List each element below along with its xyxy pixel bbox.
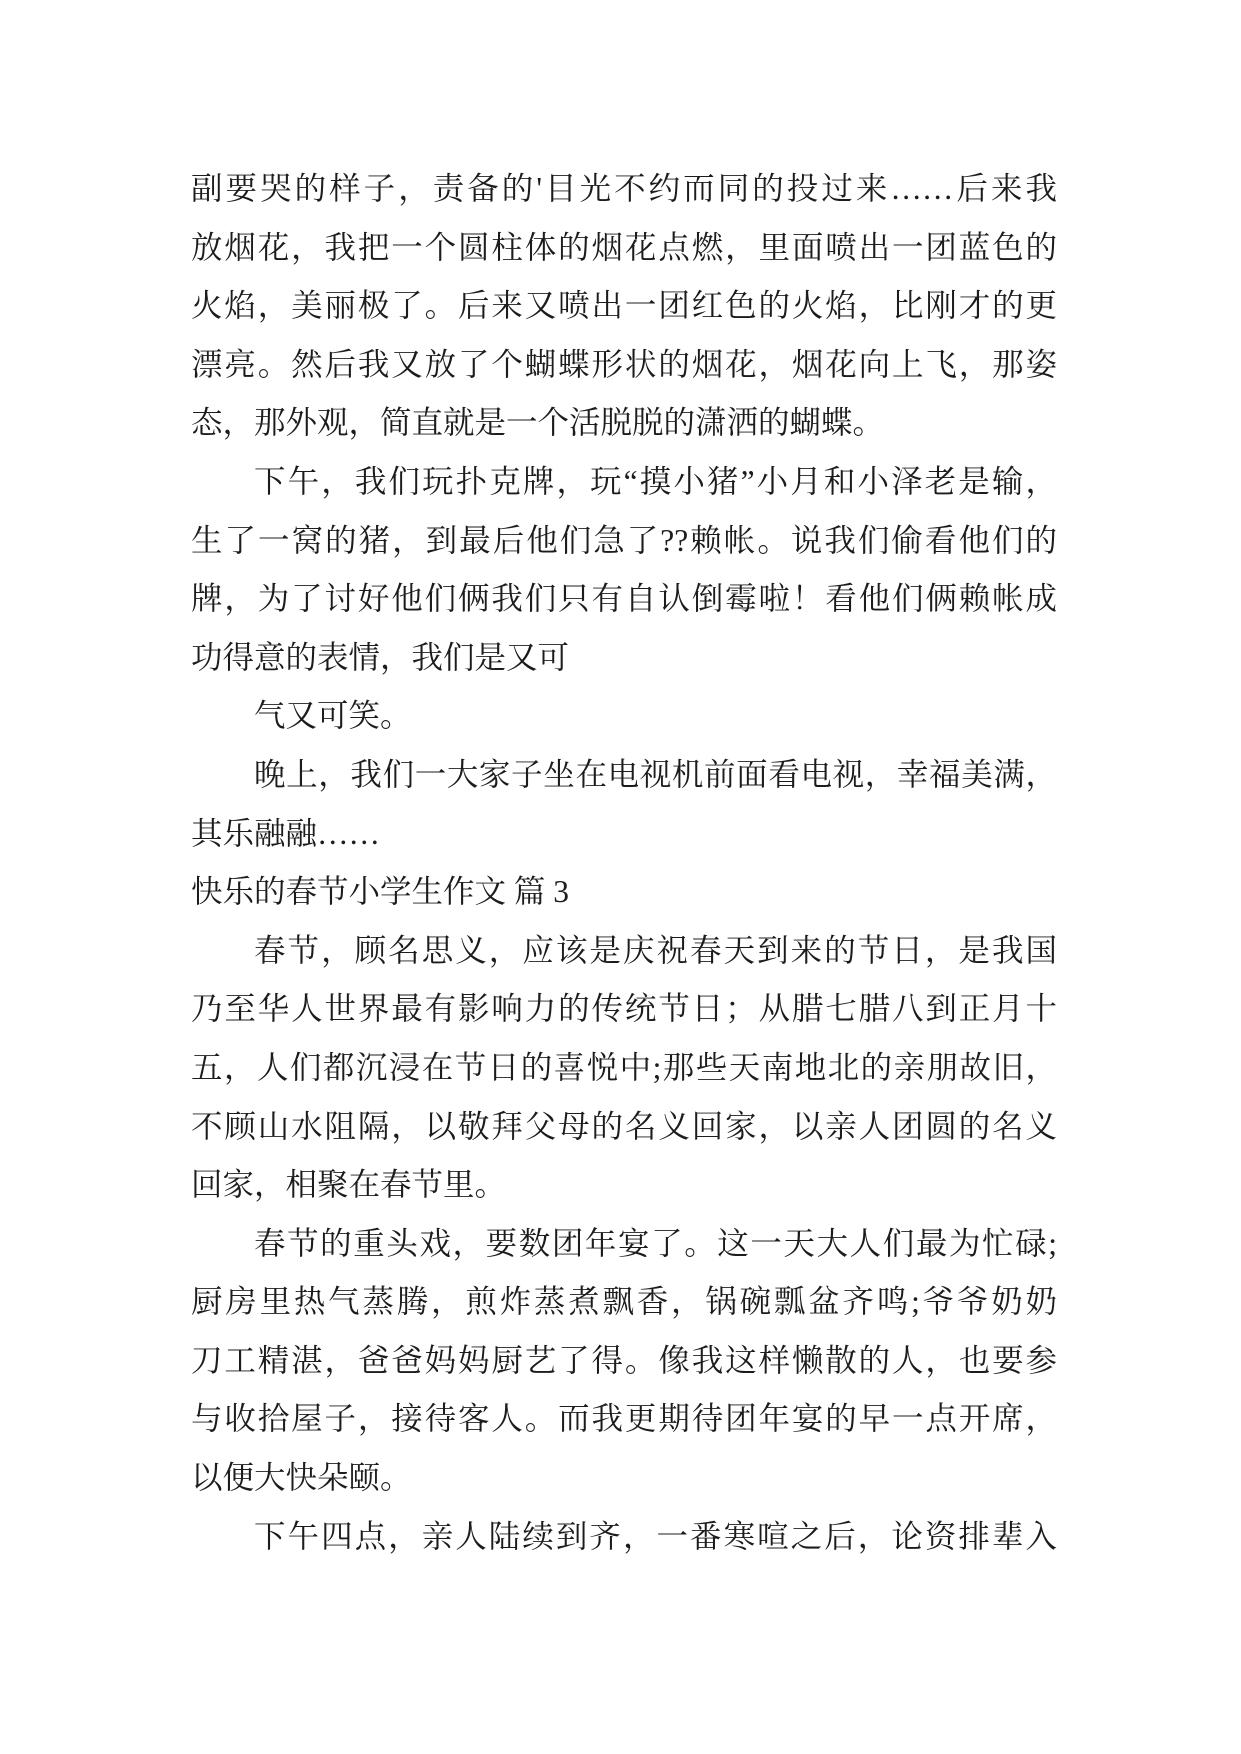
- paragraph-line: 下午四点，亲人陆续到齐，一番寒喧之后，论资排辈入: [254, 1518, 1057, 1554]
- paragraph-line: 回家，相聚在春节里。: [191, 1167, 507, 1203]
- paragraph-line: 火焰，美丽极了。后来又喷出一团红色的火焰，比刚才的更: [191, 288, 1057, 324]
- paragraph-line: 与收拾屋子，接待客人。而我更期待团年宴的早一点开席，: [191, 1401, 1057, 1437]
- paragraph: [191, 687, 1057, 746]
- paragraph-line: 刀工精湛，爸爸妈妈厨艺了得。像我这样懒散的人，也要参: [191, 1342, 1057, 1378]
- paragraph: [191, 1215, 1057, 1508]
- paragraph-line: 不顾山水阻隔，以敬拜父母的名义回家，以亲人团圆的名义: [191, 1108, 1057, 1144]
- paragraph-line: 春节，顾名思义，应该是庆祝春天到来的节日，是我国: [254, 932, 1057, 968]
- paragraph: [191, 160, 1057, 453]
- paragraph-line: 功得意的表情，我们是又可: [191, 639, 570, 675]
- paragraph-line: 晚上，我们一大家子坐在电视机前面看电视，幸福美满，: [254, 756, 1057, 792]
- paragraph-line: 其乐融融……: [191, 815, 381, 851]
- paragraph-line: 气又可笑。: [254, 698, 412, 734]
- paragraph: [191, 453, 1057, 687]
- paragraph: [191, 1508, 1057, 1567]
- paragraph-line: 乃至华人世界最有影响力的传统节日；从腊七腊八到正月十: [191, 991, 1057, 1027]
- paragraph-line: 生了一窝的猪，到最后他们急了??赖帐。说我们偷看他们的: [191, 522, 1057, 558]
- paragraph: [191, 746, 1057, 863]
- paragraph-line: 下午，我们玩扑克牌，玩“摸小猪”小月和小泽老是输，: [254, 463, 1057, 499]
- paragraph-line: 放烟花，我把一个圆柱体的烟花点燃，里面喷出一团蓝色的: [191, 229, 1057, 265]
- paragraph-line: 五，人们都沉浸在节日的喜悦中;那些天南地北的亲朋故旧，: [191, 1049, 1057, 1085]
- document-body: [191, 160, 1057, 1566]
- paragraph-line: 厨房里热气蒸腾，煎炸蒸煮飘香，锅碗瓢盆齐鸣;爷爷奶奶: [191, 1284, 1057, 1320]
- paragraph: [191, 922, 1057, 1215]
- section-heading: 快乐的春节小学生作文 篇 3: [191, 874, 570, 910]
- paragraph-line: 牌，为了讨好他们俩我们只有自认倒霉啦！看他们俩赖帐成: [191, 581, 1057, 617]
- paragraph-line: 态，那外观，简直就是一个活脱脱的潇洒的蝴蝶。: [191, 405, 885, 441]
- paragraph-line: 以便大快朵颐。: [191, 1460, 412, 1496]
- paragraph-line: 春节的重头戏，要数团年宴了。这一天大人们最为忙碌;: [254, 1225, 1057, 1261]
- paragraph-line: 漂亮。然后我又放了个蝴蝶形状的烟花，烟花向上飞，那姿: [191, 346, 1057, 382]
- paragraph-line: 副要哭的样子，责备的'目光不约而同的投过来……后来我: [191, 171, 1057, 206]
